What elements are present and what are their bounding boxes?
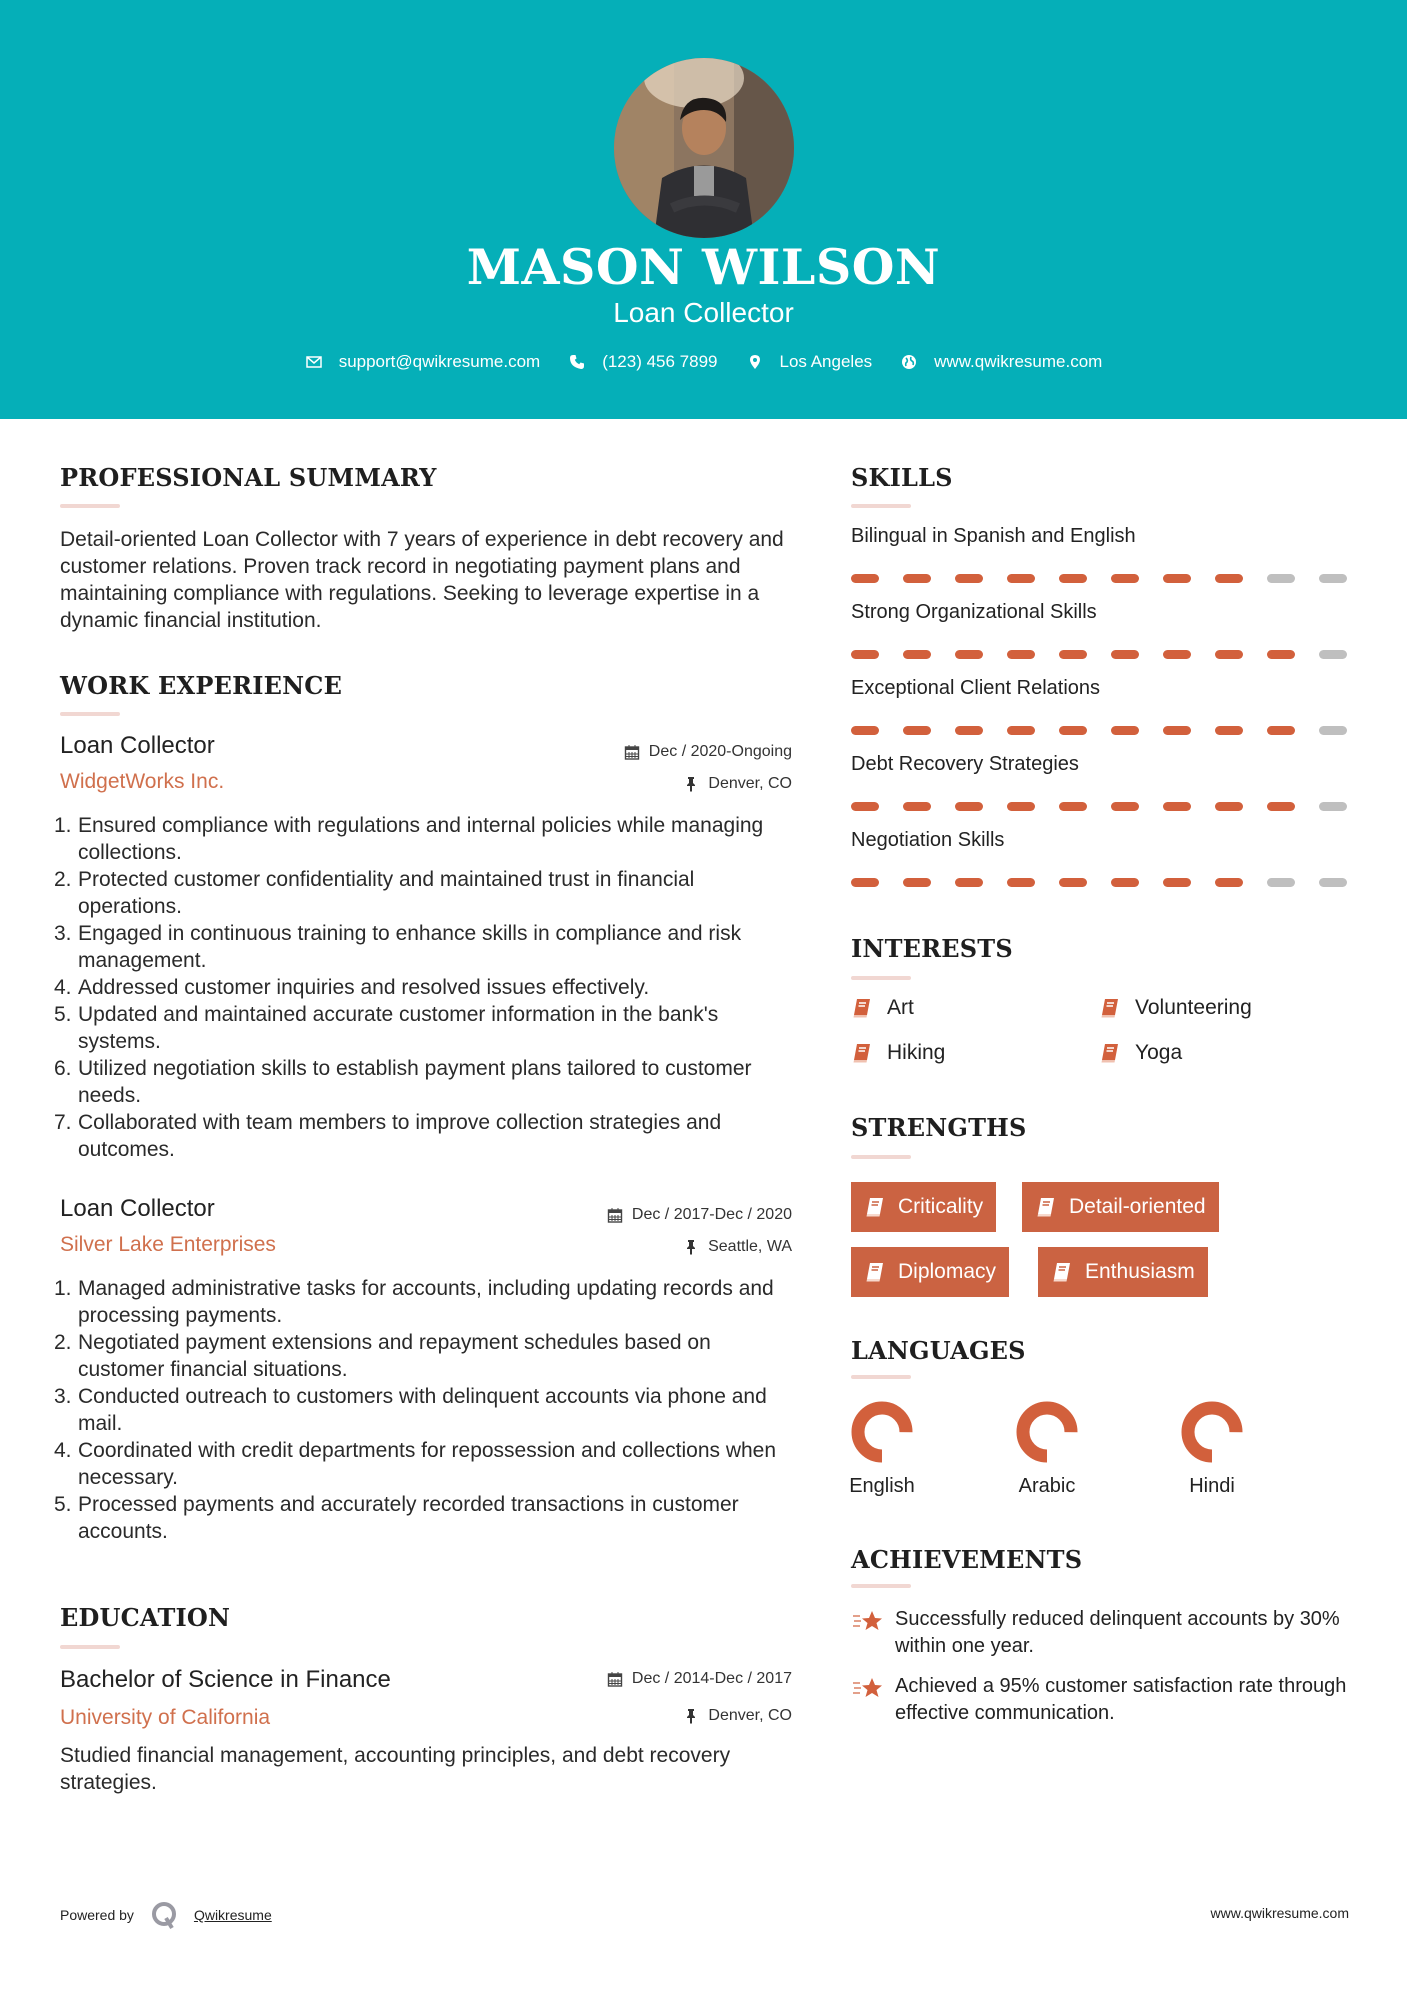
rating-segment-filled <box>903 878 931 887</box>
rating-segment-filled <box>1215 878 1243 887</box>
rating-segment-empty <box>1319 878 1347 887</box>
interest-label: Yoga <box>1135 1041 1183 1064</box>
rating-segment-filled <box>903 650 931 659</box>
experience-heading: WORK EXPERIENCE <box>60 671 343 700</box>
skill-label: Exceptional Client Relations <box>851 677 1101 699</box>
duty-item: 2. Protected customer confidentiality and maintained trust in financial operations. <box>54 868 695 918</box>
candidate-title: Loan Collector <box>613 297 794 328</box>
qwikresume-link[interactable]: Qwikresume <box>193 1907 272 1923</box>
skill-item <box>851 753 1351 781</box>
rating-segment-filled <box>1059 574 1087 583</box>
footer-powered-by <box>60 1900 272 1930</box>
rating-segment-filled <box>1111 802 1139 811</box>
job-dates <box>607 1206 792 1224</box>
skill-label: Strong Organizational Skills <box>851 601 1097 623</box>
book-icon <box>1099 997 1121 1019</box>
rating-segment-filled <box>955 650 983 659</box>
skill-label: Debt Recovery Strategies <box>851 753 1079 775</box>
qwikresume-logo-icon <box>150 1900 180 1930</box>
rating-segment-empty <box>1319 574 1347 583</box>
strength-tag <box>1022 1182 1219 1232</box>
interest-item <box>851 1041 945 1065</box>
envelope-icon <box>305 353 323 371</box>
rating-segment-filled <box>903 802 931 811</box>
book-icon <box>1035 1196 1057 1218</box>
language-item <box>992 1401 1102 1498</box>
achievement-item <box>851 1606 1351 1660</box>
pushpin-icon <box>683 1239 699 1255</box>
heading-underline <box>851 1155 911 1159</box>
skill-rating-bar <box>851 574 1351 583</box>
education-location <box>683 1707 792 1725</box>
skill-item <box>851 525 1351 553</box>
skill-label: Bilingual in Spanish and English <box>851 525 1136 547</box>
skill-rating-bar <box>851 802 1351 811</box>
book-icon <box>1099 1042 1121 1064</box>
strength-tag <box>851 1247 1009 1297</box>
achievement-item <box>851 1673 1351 1727</box>
footer-website[interactable]: www.qwikresume.com <box>1210 1905 1349 1921</box>
strength-label: Enthusiasm <box>1085 1260 1195 1283</box>
rating-segment-filled <box>903 726 931 735</box>
language-proficiency-ring-icon <box>1016 1401 1078 1463</box>
interest-item <box>1099 1041 1182 1065</box>
education-dates-text: Dec / 2014-Dec / 2017 <box>631 1670 792 1687</box>
contact-website-text: www.qwikresume.com <box>934 352 1103 371</box>
contact-phone[interactable] <box>568 352 717 372</box>
job-dates <box>624 743 792 761</box>
strength-label: Criticality <box>898 1195 984 1218</box>
contact-website[interactable] <box>900 352 1102 372</box>
job-duties-list <box>54 1275 800 1545</box>
rating-segment-filled <box>1059 650 1087 659</box>
rating-segment-filled <box>1111 650 1139 659</box>
skills-heading: SKILLS <box>851 463 953 492</box>
calendar-icon <box>624 744 640 760</box>
language-label: Arabic <box>1018 1475 1076 1497</box>
skill-item <box>851 677 1351 705</box>
language-item <box>1157 1401 1267 1498</box>
language-proficiency-ring-icon <box>851 1401 913 1463</box>
rating-segment-filled <box>1215 802 1243 811</box>
strength-label: Detail-oriented <box>1069 1195 1206 1218</box>
interest-label: Volunteering <box>1135 996 1252 1019</box>
rating-segment-filled <box>1267 802 1295 811</box>
skill-rating-bar <box>851 650 1351 659</box>
achievement-text: Successfully reduced delinquent accounts by 30% within one year. <box>895 1608 1340 1657</box>
duty-item: 3. Conducted outreach to customers with delinquent accounts via phone and mail. <box>54 1385 767 1435</box>
calendar-icon <box>607 1671 623 1687</box>
achievements-heading: ACHIEVEMENTS <box>851 1545 1083 1574</box>
book-icon <box>864 1261 886 1283</box>
skill-rating-bar <box>851 726 1351 735</box>
star-icon <box>851 1606 885 1632</box>
language-item <box>827 1401 937 1498</box>
rating-segment-filled <box>851 802 879 811</box>
contact-email[interactable] <box>305 352 541 372</box>
duty-item: 5. Processed payments and accurately recorded transactions in customer accounts. <box>54 1493 739 1543</box>
strengths-heading: STRENGTHS <box>851 1113 1027 1142</box>
duty-item: 4. Addressed customer inquiries and resolved issues effectively. <box>54 976 650 999</box>
language-label: English <box>849 1475 915 1497</box>
duty-item: 1. Managed administrative tasks for accounts, including updating records and processing payments. <box>54 1277 774 1327</box>
skill-rating-bar <box>851 878 1351 887</box>
language-label: Hindi <box>1189 1475 1235 1497</box>
rating-segment-filled <box>1163 650 1191 659</box>
rating-segment-filled <box>851 650 879 659</box>
strength-tag <box>851 1182 996 1232</box>
education-heading: EDUCATION <box>60 1603 231 1632</box>
star-icon <box>851 1673 885 1699</box>
rating-segment-empty <box>1319 802 1347 811</box>
contact-location <box>746 352 873 372</box>
rating-segment-filled <box>1111 726 1139 735</box>
interests-heading: INTERESTS <box>851 934 1013 963</box>
duty-item: 1. Ensured compliance with regulations and internal policies while managing collections. <box>54 814 764 864</box>
job-location <box>683 775 792 793</box>
rating-segment-filled <box>1215 726 1243 735</box>
heading-underline <box>851 1375 911 1379</box>
rating-segment-filled <box>1111 574 1139 583</box>
job-role: Loan Collector <box>60 1195 215 1222</box>
rating-segment-filled <box>1215 574 1243 583</box>
profile-photo <box>614 58 794 238</box>
school-name: University of California <box>60 1706 271 1729</box>
book-icon <box>1051 1261 1073 1283</box>
company-name: WidgetWorks Inc. <box>60 770 225 793</box>
heading-underline <box>851 504 911 508</box>
person-photo-icon <box>614 58 794 238</box>
interest-label: Hiking <box>887 1041 946 1064</box>
heading-underline <box>60 712 120 716</box>
duty-item: 7. Collaborated with team members to improve collection strategies and outcomes. <box>54 1111 722 1161</box>
achievement-text: Achieved a 95% customer satisfaction rate through effective communication. <box>895 1675 1347 1724</box>
languages-heading: LANGUAGES <box>851 1336 1026 1365</box>
duty-item: 2. Negotiated payment extensions and repayment schedules based on customer financial situations. <box>54 1331 711 1381</box>
rating-segment-filled <box>1059 802 1087 811</box>
strength-label: Diplomacy <box>898 1260 997 1283</box>
pushpin-icon <box>683 1708 699 1724</box>
powered-by-label: Powered by <box>60 1907 134 1923</box>
rating-segment-filled <box>1059 878 1087 887</box>
language-proficiency-ring-icon <box>1181 1401 1243 1463</box>
globe-icon <box>900 353 918 371</box>
job-location <box>683 1238 792 1256</box>
rating-segment-filled <box>1267 726 1295 735</box>
rating-segment-filled <box>955 574 983 583</box>
rating-segment-filled <box>955 726 983 735</box>
map-marker-icon <box>746 353 764 371</box>
education-location-text: Denver, CO <box>708 1707 792 1724</box>
heading-underline <box>60 1645 120 1649</box>
job-location-text: Seattle, WA <box>708 1238 792 1255</box>
book-icon <box>851 1042 873 1064</box>
candidate-name: MASON WILSON <box>466 238 941 296</box>
rating-segment-filled <box>1059 726 1087 735</box>
job-location-text: Denver, CO <box>708 775 792 792</box>
job-dates-text: Dec / 2020-Ongoing <box>648 743 792 760</box>
rating-segment-filled <box>1163 726 1191 735</box>
rating-segment-filled <box>1163 878 1191 887</box>
job-dates-text: Dec / 2017-Dec / 2020 <box>631 1206 792 1223</box>
rating-segment-empty <box>1319 650 1347 659</box>
rating-segment-filled <box>1111 878 1139 887</box>
job-duties-list <box>54 812 800 1163</box>
interest-label: Art <box>887 996 914 1019</box>
heading-underline <box>60 504 120 508</box>
header-banner <box>0 0 1407 419</box>
education-dates <box>607 1670 792 1688</box>
rating-segment-empty <box>1319 726 1347 735</box>
rating-segment-filled <box>955 878 983 887</box>
skill-label: Negotiation Skills <box>851 829 1005 851</box>
rating-segment-filled <box>851 574 879 583</box>
duty-item: 6. Utilized negotiation skills to establish payment plans tailored to customer needs. <box>54 1057 752 1107</box>
duty-item: 5. Updated and maintained accurate customer information in the bank's systems. <box>54 1003 719 1053</box>
pushpin-icon <box>683 776 699 792</box>
rating-segment-filled <box>955 802 983 811</box>
rating-segment-filled <box>1007 878 1035 887</box>
interest-item <box>1099 996 1252 1020</box>
duty-item: 3. Engaged in continuous training to enhance skills in compliance and risk management. <box>54 922 742 972</box>
rating-segment-filled <box>1007 574 1035 583</box>
rating-segment-filled <box>1267 650 1295 659</box>
summary-heading: PROFESSIONAL SUMMARY <box>60 463 437 492</box>
rating-segment-empty <box>1267 574 1295 583</box>
skill-item <box>851 601 1351 629</box>
contact-bar <box>0 352 1407 372</box>
summary-text: Detail-oriented Loan Collector with 7 years of experience in debt recovery and customer relations. Proven track record in negotiating payment plans and maintaining compliance with regulations. Seeking to leverage expertise in a dynamic financial institution. <box>60 528 784 632</box>
degree: Bachelor of Science in Finance <box>60 1666 391 1693</box>
rating-segment-filled <box>903 574 931 583</box>
rating-segment-filled <box>851 878 879 887</box>
book-icon <box>864 1196 886 1218</box>
strength-tag <box>1038 1247 1208 1297</box>
rating-segment-filled <box>1007 802 1035 811</box>
company-name: Silver Lake Enterprises <box>60 1233 276 1256</box>
rating-segment-filled <box>1163 574 1191 583</box>
book-icon <box>851 997 873 1019</box>
phone-icon <box>568 353 586 371</box>
rating-segment-filled <box>1215 650 1243 659</box>
contact-email-text: support@qwikresume.com <box>338 352 541 371</box>
rating-segment-filled <box>851 726 879 735</box>
interest-item <box>851 996 914 1020</box>
rating-segment-empty <box>1267 878 1295 887</box>
rating-segment-filled <box>1007 726 1035 735</box>
education-description: Studied financial management, accounting principles, and debt recovery strategies. <box>60 1744 731 1794</box>
heading-underline <box>851 1584 911 1588</box>
contact-location-text: Los Angeles <box>779 352 873 371</box>
job-role: Loan Collector <box>60 732 215 759</box>
rating-segment-filled <box>1007 650 1035 659</box>
duty-item: 4. Coordinated with credit departments for repossession and collections when necessary. <box>54 1439 777 1489</box>
rating-segment-filled <box>1163 802 1191 811</box>
skill-item <box>851 829 1351 857</box>
contact-phone-text: (123) 456 7899 <box>602 352 718 371</box>
calendar-icon <box>607 1207 623 1223</box>
heading-underline <box>851 976 911 980</box>
